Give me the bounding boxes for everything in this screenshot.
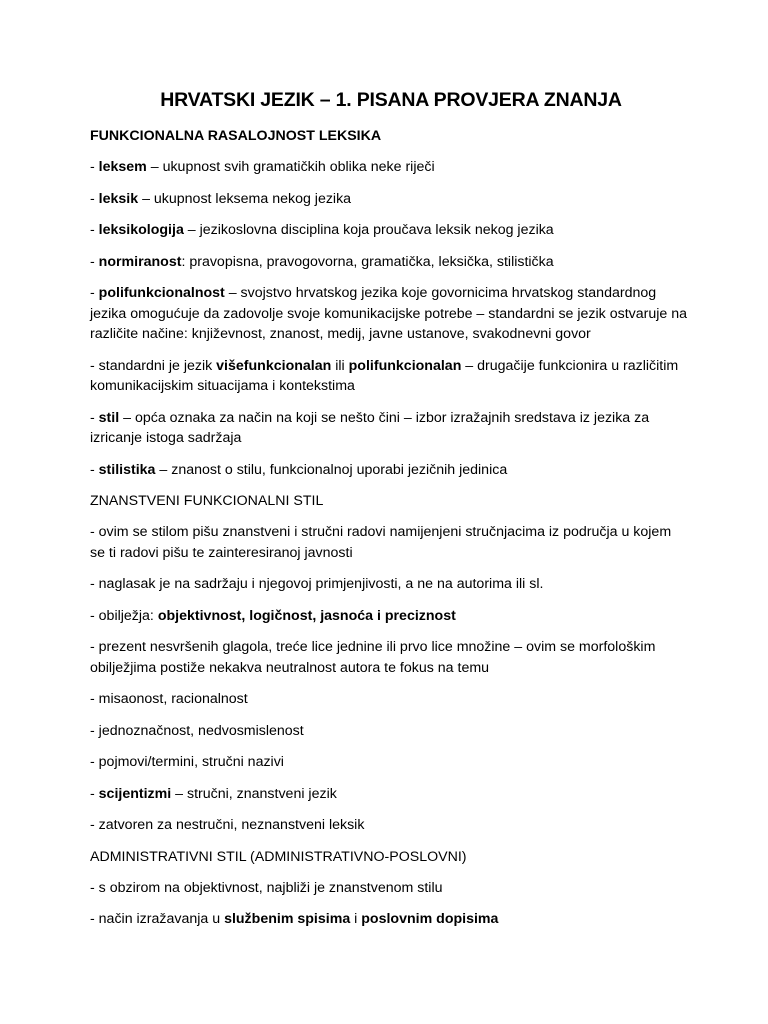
term: službenim spisima <box>224 911 351 927</box>
definition-text: – svojstvo hrvatskog jezika koje govornicima hrvatskog standardnog jezika omogućuje da zadovolje svoje komunikacijske potrebe – standardni se jezik ostvaruje na različite načine: književnost, znanost, medij, javne ustanove, svakodnevni govor <box>90 285 687 342</box>
list-item: - pojmovi/termini, stručni nazivi <box>90 754 284 770</box>
definition-text: – ukupnost svih gramatičkih oblika neke riječi <box>146 159 435 175</box>
text-segment: ili <box>331 357 349 374</box>
term: leksikologija <box>98 222 184 238</box>
term: leksik <box>98 190 139 207</box>
list-item: - s obzirom na objektivnost, najbliži je znanstvenom stilu <box>90 879 443 896</box>
text-segment: i <box>350 911 362 927</box>
term: stilistika <box>98 461 156 478</box>
definition-leksik <box>90 189 688 210</box>
list-item: - misaonost, racionalnost <box>90 691 248 707</box>
term: objektivnost, logičnost, jasnoća i preciznost <box>157 607 456 624</box>
term: stil <box>98 409 120 426</box>
definition-leksem <box>90 157 688 178</box>
list-item: - jednoznačnost, nedvosmislenost <box>90 722 304 739</box>
term: višefunkcionalan <box>216 357 332 374</box>
definition-text: – znanost o stilu, funkcionalnoj uporabi jezičnih jedinica <box>155 461 508 478</box>
document-title: HRVATSKI JEZIK – 1. PISANA PROVJERA ZNANJA <box>160 89 622 111</box>
definition-text: – opća oznaka za način na koji se nešto čini – izbor izražajnih sredstava iz jezika za izricanje istoga sadržaja <box>90 409 650 446</box>
dash: - <box>90 409 99 426</box>
dash: - <box>90 222 99 238</box>
list-item: - prezent nesvršenih glagola, treće lice jednine ili prvo lice množine – ovim se morfološkim obilježjima postiže nekakva neutralnost autora te fokus na temu <box>90 639 656 676</box>
list-item-obiljezja <box>90 606 688 627</box>
definition-stilistika <box>90 460 688 481</box>
term: leksem <box>98 159 147 175</box>
term: polifunkcionalan <box>348 357 462 374</box>
term: normiranost <box>98 253 182 270</box>
definition-leksikologija <box>90 220 688 241</box>
text-segment: - način izražavanja u <box>90 911 225 927</box>
term: scijentizmi <box>98 785 172 802</box>
dash: - <box>90 159 99 175</box>
definition-stil <box>90 408 688 449</box>
definition-normiranost <box>90 252 688 273</box>
dash: - <box>90 253 99 270</box>
list-item: - zatvoren za nestručni, neznanstveni leksik <box>90 817 365 833</box>
list-item-nacin <box>90 909 688 930</box>
definition-visefunkcionalan <box>90 356 688 397</box>
dash: - <box>90 461 99 478</box>
definition-text: – stručni, znanstveni jezik <box>171 785 337 802</box>
text-segment: – drugačije funkcionira u različitim komunikacijskim situacijama i kontekstima <box>90 357 679 394</box>
dash: - <box>90 285 99 301</box>
dash: - <box>90 785 99 802</box>
definition-text: – jezikoslovna disciplina koja proučava leksik nekog jezika <box>183 222 554 238</box>
section-heading-administrativni: ADMINISTRATIVNI STIL (ADMINISTRATIVNO-POSLOVNI) <box>90 848 467 865</box>
definition-text: : pravopisna, pravogovorna, gramatička, leksička, stilistička <box>181 253 554 270</box>
text-segment: - standardni je jezik <box>90 357 217 374</box>
term: poslovnim dopisima <box>361 911 499 927</box>
definition-text: – ukupnost leksema nekog jezika <box>138 190 352 207</box>
term: polifunkcionalnost <box>98 285 225 301</box>
dash: - <box>90 190 99 207</box>
definition-scijentizmi <box>90 784 688 805</box>
text-segment: - obilježja: <box>90 607 158 624</box>
section-heading-znanstveni: ZNANSTVENI FUNKCIONALNI STIL <box>90 493 324 509</box>
list-item: - ovim se stilom pišu znanstveni i stručni radovi namijenjeni stručnjacima iz područja u kojem se ti radovi pišu te zainteresiranoj javnosti <box>90 524 672 561</box>
definition-polifunkcionalnost <box>90 283 688 345</box>
section-heading-funkcionalna: FUNKCIONALNA RASALOJNOST LEKSIKA <box>90 128 382 144</box>
list-item: - naglasak je na sadržaju i njegovoj primjenjivosti, a ne na autorima ili sl. <box>90 576 544 592</box>
